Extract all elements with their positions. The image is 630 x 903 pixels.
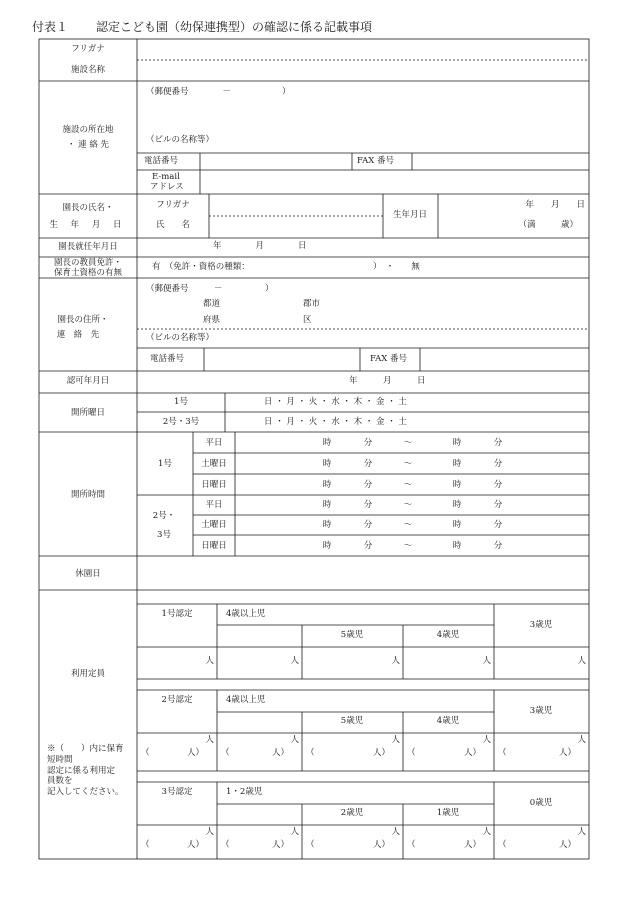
hours-end-hour-3: 時 <box>452 500 462 510</box>
capacity-note-1: ※（ ）内に保育 <box>47 744 124 754</box>
capacity-paren-open-2-3: （ <box>407 840 416 850</box>
days-list-2: 日 ・ 月 ・ 火 ・ 水 ・ 木 ・ 金 ・ 土 <box>264 417 407 427</box>
capacity-paren-close-1-1: 人） <box>271 748 289 758</box>
license-label-1: 園長の教員免許・ <box>53 258 123 268</box>
capacity-paren-close-1-4: 人） <box>558 748 576 758</box>
capacity-unit-2-1: 人 <box>290 827 299 837</box>
hours-start-hour-4: 時 <box>322 520 332 530</box>
hours-start-minute-0: 分 <box>363 438 373 448</box>
location-tel-field[interactable] <box>202 155 350 168</box>
hours-start-minute-1: 分 <box>363 459 373 469</box>
capacity-paren-open-1-2: （ <box>306 748 315 758</box>
hours-end-minute-5: 分 <box>493 541 503 551</box>
director-age: （満 歳） <box>518 220 578 230</box>
days-label: 開所曜日 <box>70 408 106 418</box>
hours-start-hour-0: 時 <box>322 438 332 448</box>
capacity-unit-0-4: 人 <box>577 656 586 666</box>
license-text: 有 （免許・資格の種類： ） ・ 無 <box>152 262 420 272</box>
location-fax-label: FAX 番号 <box>357 156 395 166</box>
capacity-sub2-2: 1歳児 <box>436 808 460 818</box>
location-label-1: 施設の所在地 <box>62 125 114 135</box>
location-email-label-2: アドレス <box>150 182 184 192</box>
address-postal: （郵便番号 － ） <box>146 284 274 294</box>
capacity-paren-close-2-0: 人） <box>186 840 204 850</box>
capacity-paren-open-2-2: （ <box>306 840 315 850</box>
location-postal: （郵便番号 － ） <box>146 87 291 97</box>
address-label-1: 園長の住所・ <box>57 315 109 325</box>
capacity-label: 利用定員 <box>70 669 106 679</box>
facility-furigana-label: フリガナ <box>71 44 105 54</box>
capacity-note-5: 記入してください。 <box>47 787 124 797</box>
capacity-paren-open-1-4: （ <box>498 748 507 758</box>
hours-tilde-5: ～ <box>403 541 413 551</box>
license-label-2: 保育士資格の有無 <box>53 268 123 278</box>
hours-daytype-1: 土曜日 <box>201 459 227 469</box>
capacity-paren-open-2-0: （ <box>141 840 150 850</box>
capacity-unit-2-0: 人 <box>205 827 214 837</box>
capacity-paren-open-1-3: （ <box>407 748 416 758</box>
hours-daytype-2: 日曜日 <box>201 480 227 490</box>
approval-ymd: 年 月 日 <box>349 376 426 386</box>
facility-furigana-field[interactable] <box>140 45 588 58</box>
capacity-sub1-2: 2歳児 <box>340 808 364 818</box>
address-pref-2: 府県 <box>203 315 221 325</box>
capacity-unit-1-1: 人 <box>290 735 299 745</box>
hours-label: 開所時間 <box>70 490 106 500</box>
capacity-note-3: 認定に係る利用定 <box>47 766 116 776</box>
hours-start-minute-2: 分 <box>363 480 373 490</box>
days-type-1: 1号 <box>174 397 188 407</box>
hours-group-1: 1号 <box>158 459 172 469</box>
hours-start-minute-4: 分 <box>363 520 373 530</box>
hours-end-hour-2: 時 <box>452 480 462 490</box>
capacity-paren-close-2-3: 人） <box>463 840 481 850</box>
hours-end-minute-3: 分 <box>493 500 503 510</box>
director-birth-ymd: 年 月 日 <box>525 200 585 210</box>
capacity-sub1-1: 5歳児 <box>340 716 364 726</box>
hours-daytype-0: 平日 <box>205 438 223 448</box>
approval-label: 認可年月日 <box>66 376 110 386</box>
capacity-last-1: 3歳児 <box>529 706 553 716</box>
holiday-field[interactable] <box>140 558 588 588</box>
capacity-paren-close-2-2: 人） <box>372 840 390 850</box>
address-pref-1: 都道 <box>203 299 221 309</box>
address-tel-field[interactable] <box>206 350 358 369</box>
hours-start-minute-5: 分 <box>363 541 373 551</box>
capacity-unit-0-1: 人 <box>290 656 299 666</box>
director-furigana-label: フリガナ <box>156 200 190 210</box>
location-tel-label: 電話番号 <box>144 156 179 166</box>
capacity-group-1: 4歳以上児 <box>226 695 266 705</box>
address-city-2: 区 <box>303 315 312 325</box>
appendix-number: 付表１ <box>32 20 69 34</box>
location-building: （ビルの名称等） <box>146 135 215 145</box>
address-building: （ビルの名称等） <box>146 333 215 343</box>
capacity-paren-open-2-1: （ <box>221 840 230 850</box>
capacity-unit-2-4: 人 <box>577 827 586 837</box>
capacity-unit-2-2: 人 <box>391 827 400 837</box>
address-fax-field[interactable] <box>422 350 587 369</box>
capacity-paren-open-2-4: （ <box>498 840 507 850</box>
hours-tilde-3: ～ <box>403 500 413 510</box>
hours-tilde-2: ～ <box>403 480 413 490</box>
capacity-unit-2-3: 人 <box>482 827 491 837</box>
holiday-label: 休園日 <box>75 569 101 579</box>
address-tel-label: 電話番号 <box>150 354 185 364</box>
capacity-group-2: 1・2歳児 <box>226 787 263 797</box>
hours-group-2a: 2号・ <box>152 511 176 521</box>
capacity-paren-close-2-1: 人） <box>271 840 289 850</box>
capacity-paren-close-1-3: 人） <box>463 748 481 758</box>
title-text: 認定こども園（幼保連携型）の確認に係る記載事項 <box>96 20 373 34</box>
capacity-unit-1-0: 人 <box>205 735 214 745</box>
facility-name-field[interactable] <box>140 63 588 79</box>
location-email-label-1: E-mail <box>152 172 180 182</box>
location-email-field[interactable] <box>202 172 587 192</box>
capacity-cert-2: 3号認定 <box>161 787 193 797</box>
hours-daytype-5: 日曜日 <box>201 541 227 551</box>
capacity-paren-close-1-2: 人） <box>372 748 390 758</box>
capacity-sub1-0: 5歳児 <box>340 630 364 640</box>
director-birth-label: 生年月日 <box>392 210 428 220</box>
capacity-note-4: 員数を <box>47 776 73 786</box>
hours-end-hour-1: 時 <box>452 459 462 469</box>
location-fax-field[interactable] <box>414 155 587 168</box>
capacity-sub2-0: 4歳児 <box>436 630 460 640</box>
capacity-paren-open-1-1: （ <box>221 748 230 758</box>
hours-end-hour-5: 時 <box>452 541 462 551</box>
director-name-label: 氏 名 <box>155 220 191 230</box>
hours-end-minute-0: 分 <box>493 438 503 448</box>
hours-start-hour-1: 時 <box>322 459 332 469</box>
hours-end-hour-4: 時 <box>452 520 462 530</box>
facility-name-label: 施設名称 <box>70 65 106 75</box>
days-list-1: 日 ・ 月 ・ 火 ・ 水 ・ 木 ・ 金 ・ 土 <box>264 397 407 407</box>
hours-group-2b: 3号 <box>157 530 171 540</box>
capacity-group-0: 4歳以上児 <box>226 609 266 619</box>
capacity-unit-0-2: 人 <box>391 656 400 666</box>
capacity-note-2: 短時間 <box>47 755 73 765</box>
director-label-2: 生 年 月 日 <box>49 220 127 230</box>
days-type-2: 2号・3号 <box>162 417 200 427</box>
appointment-label: 園長就任年月日 <box>58 242 118 252</box>
capacity-unit-1-3: 人 <box>482 735 491 745</box>
capacity-cert-1: 2号認定 <box>161 695 193 705</box>
hours-daytype-3: 平日 <box>205 500 223 510</box>
hours-start-hour-2: 時 <box>322 480 332 490</box>
capacity-unit-1-4: 人 <box>577 735 586 745</box>
hours-end-hour-0: 時 <box>452 438 462 448</box>
hours-end-minute-1: 分 <box>493 459 503 469</box>
address-label-2: 連 絡 先 <box>56 330 100 340</box>
capacity-unit-1-2: 人 <box>391 735 400 745</box>
capacity-cert-0: 1号認定 <box>161 609 193 619</box>
hours-tilde-0: ～ <box>403 438 413 448</box>
hours-start-minute-3: 分 <box>363 500 373 510</box>
hours-tilde-1: ～ <box>403 459 413 469</box>
appointment-ymd: 年 月 日 <box>213 241 307 251</box>
address-city-1: 郡市 <box>303 299 321 309</box>
capacity-unit-0-3: 人 <box>482 656 491 666</box>
capacity-paren-close-2-4: 人） <box>558 840 576 850</box>
hours-end-minute-4: 分 <box>493 520 503 530</box>
director-label-1: 園長の氏名・ <box>62 203 114 213</box>
capacity-paren-close-1-0: 人） <box>186 748 204 758</box>
capacity-last-2: 0歳児 <box>529 798 553 808</box>
hours-daytype-4: 土曜日 <box>201 520 227 530</box>
hours-start-hour-3: 時 <box>322 500 332 510</box>
address-fax-label: FAX 番号 <box>370 354 408 364</box>
capacity-sub2-1: 4歳児 <box>436 716 460 726</box>
capacity-paren-open-1-0: （ <box>141 748 150 758</box>
hours-end-minute-2: 分 <box>493 480 503 490</box>
hours-start-hour-5: 時 <box>322 541 332 551</box>
capacity-last-0: 3歳児 <box>529 620 553 630</box>
hours-tilde-4: ～ <box>403 520 413 530</box>
location-label-2: ・ 連 絡 先 <box>66 140 110 150</box>
capacity-unit-0-0: 人 <box>205 656 214 666</box>
